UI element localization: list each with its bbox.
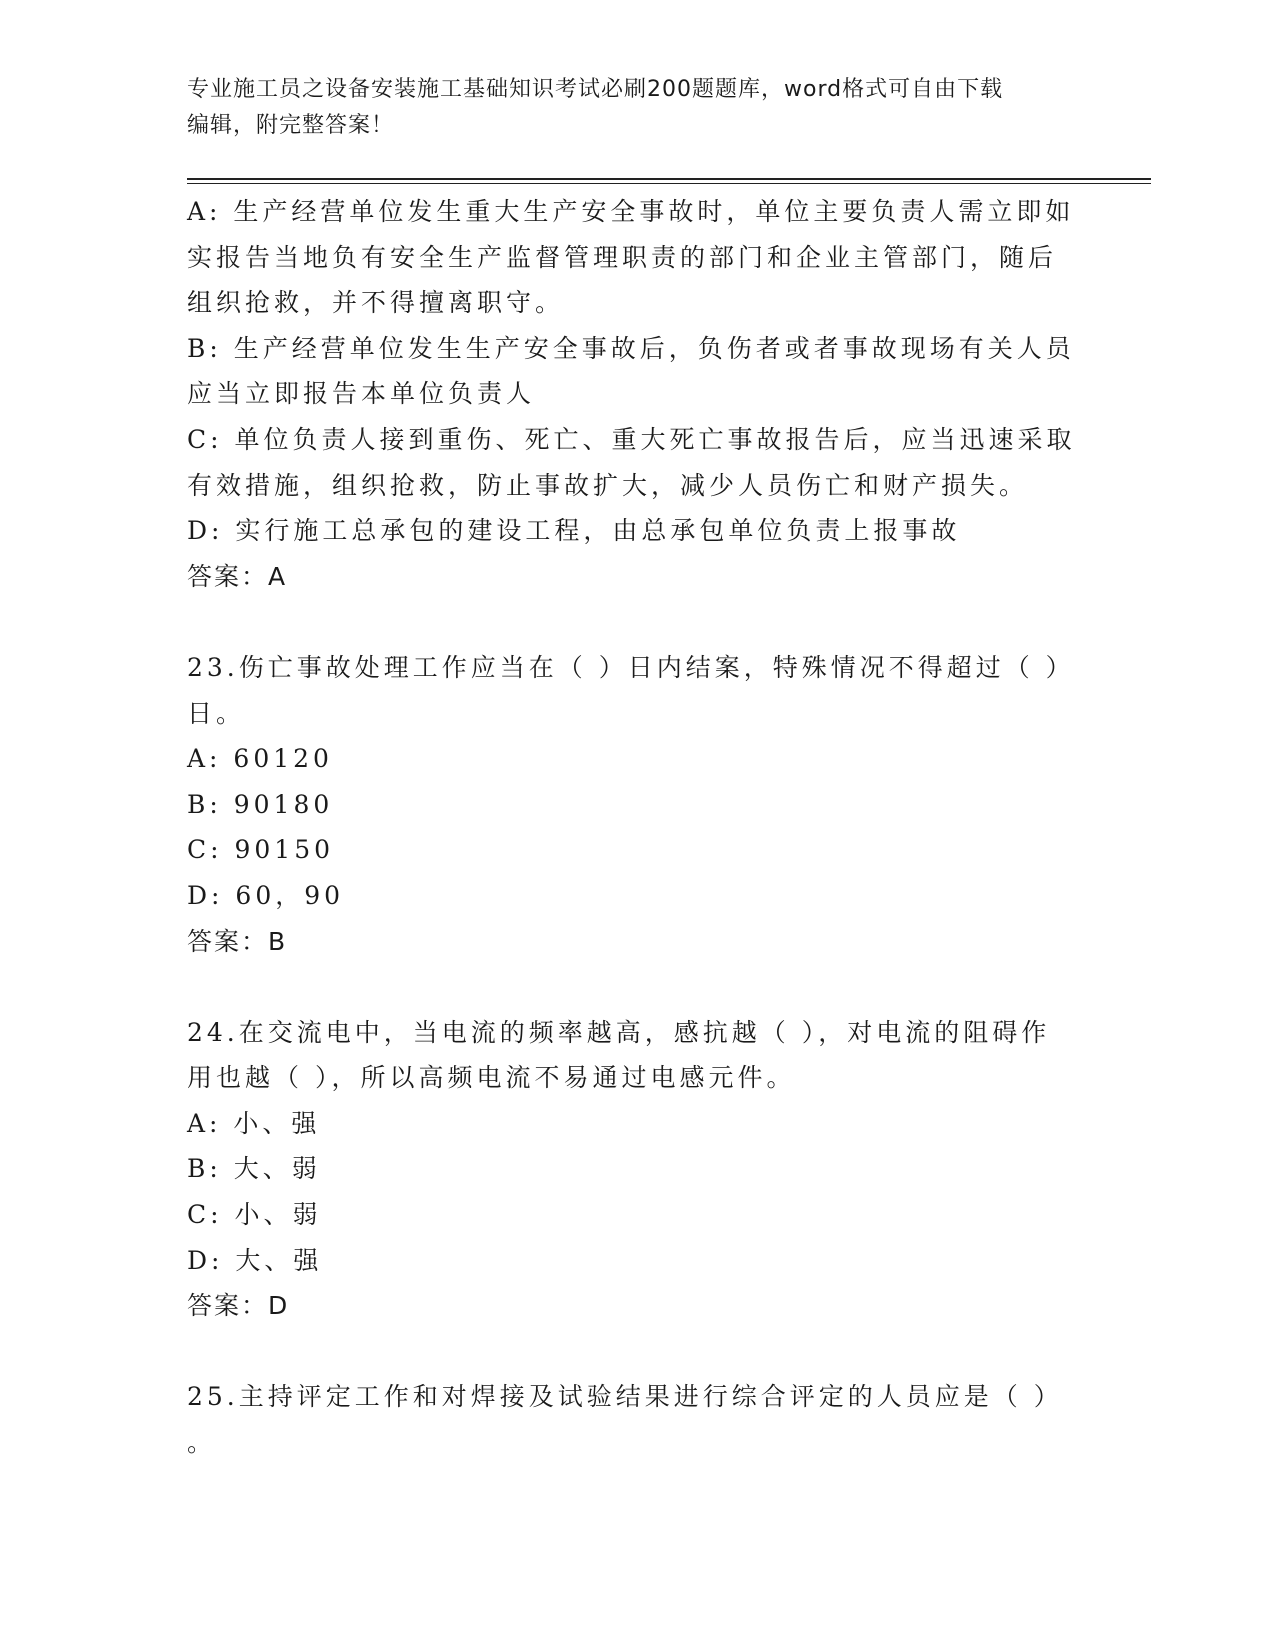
spacer [187, 599, 1087, 645]
question-stem-line: 25.主持评定工作和对焊接及试验结果进行综合评定的人员应是（ ） [187, 1382, 1063, 1412]
question-24 [187, 1010, 1087, 1329]
answer-label: 答案：B [187, 926, 288, 956]
question-stem-line: 23.伤亡事故处理工作应当在（ ）日内结案，特殊情况不得超过（ ） [187, 652, 1075, 682]
question-list [187, 189, 1087, 1466]
header-divider-thin [187, 183, 1151, 184]
option-c-line: C: 单位负责人接到重伤、死亡、重大死亡事故报告后，应当迅速采取 [187, 424, 1076, 454]
document-header [187, 72, 1067, 144]
header-divider-thick [187, 178, 1151, 180]
answer-label: 答案：D [187, 1291, 290, 1321]
question-stem-line: 日。 [187, 698, 246, 728]
question-stem-line: 24.在交流电中，当电流的频率越高，感抗越（ ），对电流的阻碍作 [187, 1017, 1051, 1047]
header-line-1: 专业施工员之设备安装施工基础知识考试必刷200题题库，word格式可自由下载 [187, 77, 1004, 102]
spacer [187, 964, 1087, 1010]
option-c-line: 有效措施，组织抢救，防止事故扩大，减少人员伤亡和财产损失。 [187, 470, 1029, 500]
option-a-line: 组织抢救，并不得擅离职守。 [187, 288, 565, 318]
option-d: D: 60，90 [187, 880, 345, 910]
question-23 [187, 645, 1087, 964]
question-stem-line: 用也越（ ），所以高频电流不易通过电感元件。 [187, 1063, 796, 1093]
option-b-line: B: 生产经营单位发生生产安全事故后，负伤者或者事故现场有关人员 [187, 333, 1075, 363]
option-a: A: 小、强 [187, 1108, 321, 1138]
option-b: B: 90180 [187, 789, 334, 819]
option-d: D: 实行施工总承包的建设工程，由总承包单位负责上报事故 [187, 516, 961, 546]
option-b-line: 应当立即报告本单位负责人 [187, 379, 536, 409]
question-22 [187, 189, 1087, 599]
option-c: C: 90150 [187, 835, 335, 865]
question-25 [187, 1374, 1087, 1465]
option-a-line: A: 生产经营单位发生重大生产安全事故时，单位主要负责人需立即如 [187, 197, 1075, 226]
option-a-line: 实报告当地负有安全生产监督管理职责的部门和企业主管部门，随后 [187, 242, 1058, 272]
option-c: C: 小、弱 [187, 1200, 322, 1230]
spacer [187, 1329, 1087, 1375]
answer-label: 答案：A [187, 561, 288, 591]
option-a: A: 60120 [187, 744, 333, 774]
question-stem-line: 。 [187, 1428, 217, 1458]
header-line-2: 编辑，附完整答案！ [187, 113, 395, 138]
option-b: B: 大、弱 [187, 1154, 321, 1184]
option-d: D: 大、强 [187, 1245, 323, 1275]
